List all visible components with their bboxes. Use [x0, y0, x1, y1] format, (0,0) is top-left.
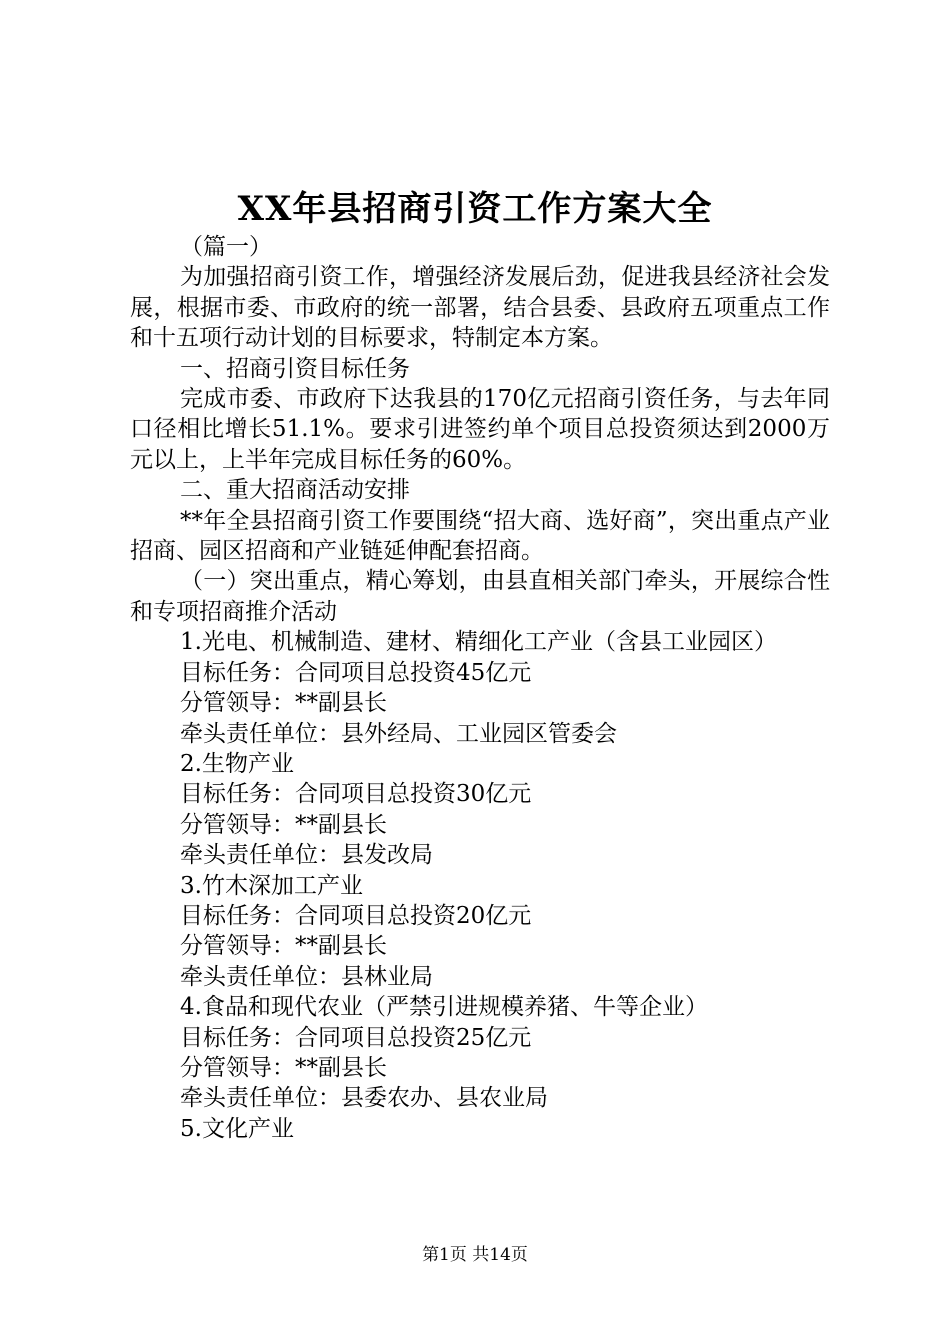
document-body: [130, 232, 830, 1144]
list-item: 牵头责任单位：县外经局、工业园区管委会: [180, 720, 617, 747]
heading-targets: 一、招商引资目标任务: [180, 355, 410, 382]
list-item: 牵头责任单位：县委农办、县农业局: [180, 1085, 548, 1112]
list-item: 牵头责任单位：县林业局: [180, 963, 433, 990]
list-item: 5.文化产业: [180, 1115, 294, 1142]
list-item: 牵头责任单位：县发改局: [180, 842, 433, 869]
list-item: 3.竹木深加工产业: [180, 872, 363, 899]
document-title: XX年县招商引资工作方案大全: [237, 189, 713, 229]
list-item: 目标任务：合同项目总投资30亿元: [180, 781, 532, 808]
intro-paragraph: 为加强招商引资工作，增强经济发展后劲，促进我县经济社会发展，根据市委、市政府的统一部署，结合县委、县政府五项重点工作和十五项行动计划的目标要求，特制定本方案。: [130, 264, 830, 352]
section-label: （篇一）: [180, 234, 272, 260]
activities-paragraph: **年全县招商引资工作要围绕“招大商、选好商”，突出重点产业招商、园区招商和产业链延伸配套招商。: [130, 507, 830, 565]
list-item: 目标任务：合同项目总投资20亿元: [180, 902, 532, 929]
list-item: 分管领导：**副县长: [180, 690, 387, 717]
list-item: 分管领导：**副县长: [180, 1054, 387, 1081]
list-item: 目标任务：合同项目总投资45亿元: [180, 659, 532, 686]
targets-paragraph: 完成市委、市政府下达我县的170亿元招商引资任务，与去年同口径相比增长51.1%。要求引进签约单个项目总投资须达到2000万元以上，上半年完成目标任务的60%。: [130, 386, 830, 473]
page-footer: 第1页 共14页: [422, 1245, 528, 1265]
heading-activities: 二、重大招商活动安排: [180, 477, 410, 504]
list-item: 分管领导：**副县长: [180, 933, 387, 960]
subheading-one: （一）突出重点，精心筹划，由县直相关部门牵头，开展综合性和专项招商推介活动: [130, 568, 830, 625]
industry-item-1: 1.光电、机械制造、建材、精细化工产业（含县工业园区）: [180, 629, 777, 656]
list-item: 4.食品和现代农业（严禁引进规模养猪、牛等企业）: [180, 994, 708, 1021]
list-item: 分管领导：**副县长: [180, 811, 387, 838]
list-item: 2.生物产业: [180, 750, 294, 777]
list-item: 目标任务：合同项目总投资25亿元: [180, 1024, 532, 1051]
